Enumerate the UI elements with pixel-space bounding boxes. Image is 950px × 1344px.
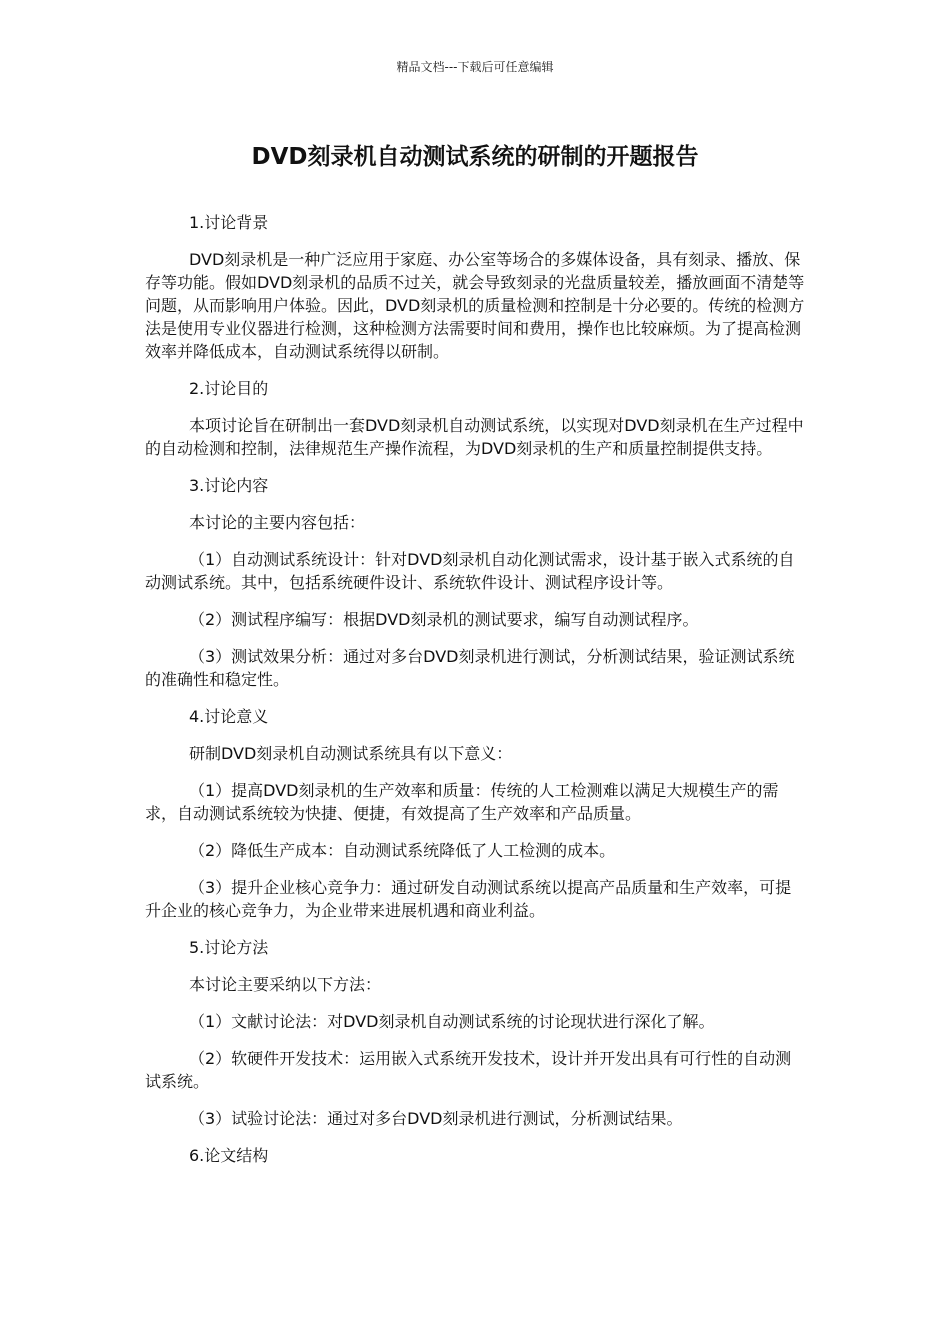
paragraph: 研制DVD刻录机自动测试系统具有以下意义： — [189, 744, 513, 763]
paragraph: 本项讨论旨在研制出一套DVD刻录机自动测试系统，以实现对DVD刻录机在生产过程中的自动检测和控制，法律规范生产操作流程，为DVD刻录机的生产和质量控制提供支持。 — [145, 416, 804, 458]
list-item: （2）测试程序编写：根据DVD刻录机的测试要求，编写自动测试程序。 — [189, 610, 699, 629]
paragraph: 本讨论的主要内容包括： — [189, 513, 366, 532]
list-item: （3）试验讨论法：通过对多台DVD刻录机进行测试，分析测试结果。 — [189, 1109, 683, 1128]
list-item: （2）软硬件开发技术：运用嵌入式系统开发技术，设计并开发出具有可行性的自动测试系统。 — [145, 1049, 792, 1091]
section-heading: 1.讨论背景 — [189, 213, 269, 232]
list-item: （3）测试效果分析：通过对多台DVD刻录机进行测试，分析测试结果，验证测试系统的准确性和稳定性。 — [145, 647, 795, 689]
document-body — [145, 211, 807, 1181]
list-item: （1）提高DVD刻录机的生产效率和质量：传统的人工检测难以满足大规模生产的需求，自动测试系统较为快捷、便捷，有效提高了生产效率和产品质量。 — [145, 781, 779, 823]
page-header: 精品文档---下载后可任意编辑 — [396, 60, 554, 74]
section-heading: 2.讨论目的 — [189, 379, 269, 398]
section-heading: 4.讨论意义 — [189, 707, 269, 726]
paragraph: 本讨论主要采纳以下方法： — [189, 975, 382, 994]
list-item: （1）自动测试系统设计：针对DVD刻录机自动化测试需求，设计基于嵌入式系统的自动测试系统。其中，包括系统硬件设计、系统软件设计、测试程序设计等。 — [145, 550, 795, 592]
section-heading: 3.讨论内容 — [189, 476, 269, 495]
list-item: （2）降低生产成本：自动测试系统降低了人工检测的成本。 — [189, 841, 616, 860]
section-heading: 6.论文结构 — [189, 1146, 269, 1165]
list-item: （3）提升企业核心竞争力：通过研发自动测试系统以提高产品质量和生产效率，可提升企业的核心竞争力，为企业带来进展机遇和商业利益。 — [145, 878, 792, 920]
document-title: DVD刻录机自动测试系统的研制的开题报告 — [251, 144, 699, 170]
paragraph: DVD刻录机是一种广泛应用于家庭、办公室等场合的多媒体设备，具有刻录、播放、保存等功能。假如DVD刻录机的品质不过关，就会导致刻录的光盘质量较差，播放画面不清楚等问题，从而影响用户体验。因此，DVD刻录机的质量检测和控制是十分必要的。传统的检测方法是使用专业仪器进行检测，这种检测方法需要时间和费用，操作也比较麻烦。为了提高检测效率并降低成本，自动测试系统得以研制。 — [145, 250, 805, 361]
section-heading: 5.讨论方法 — [189, 938, 269, 957]
list-item: （1）文献讨论法：对DVD刻录机自动测试系统的讨论现状进行深化了解。 — [189, 1012, 715, 1031]
